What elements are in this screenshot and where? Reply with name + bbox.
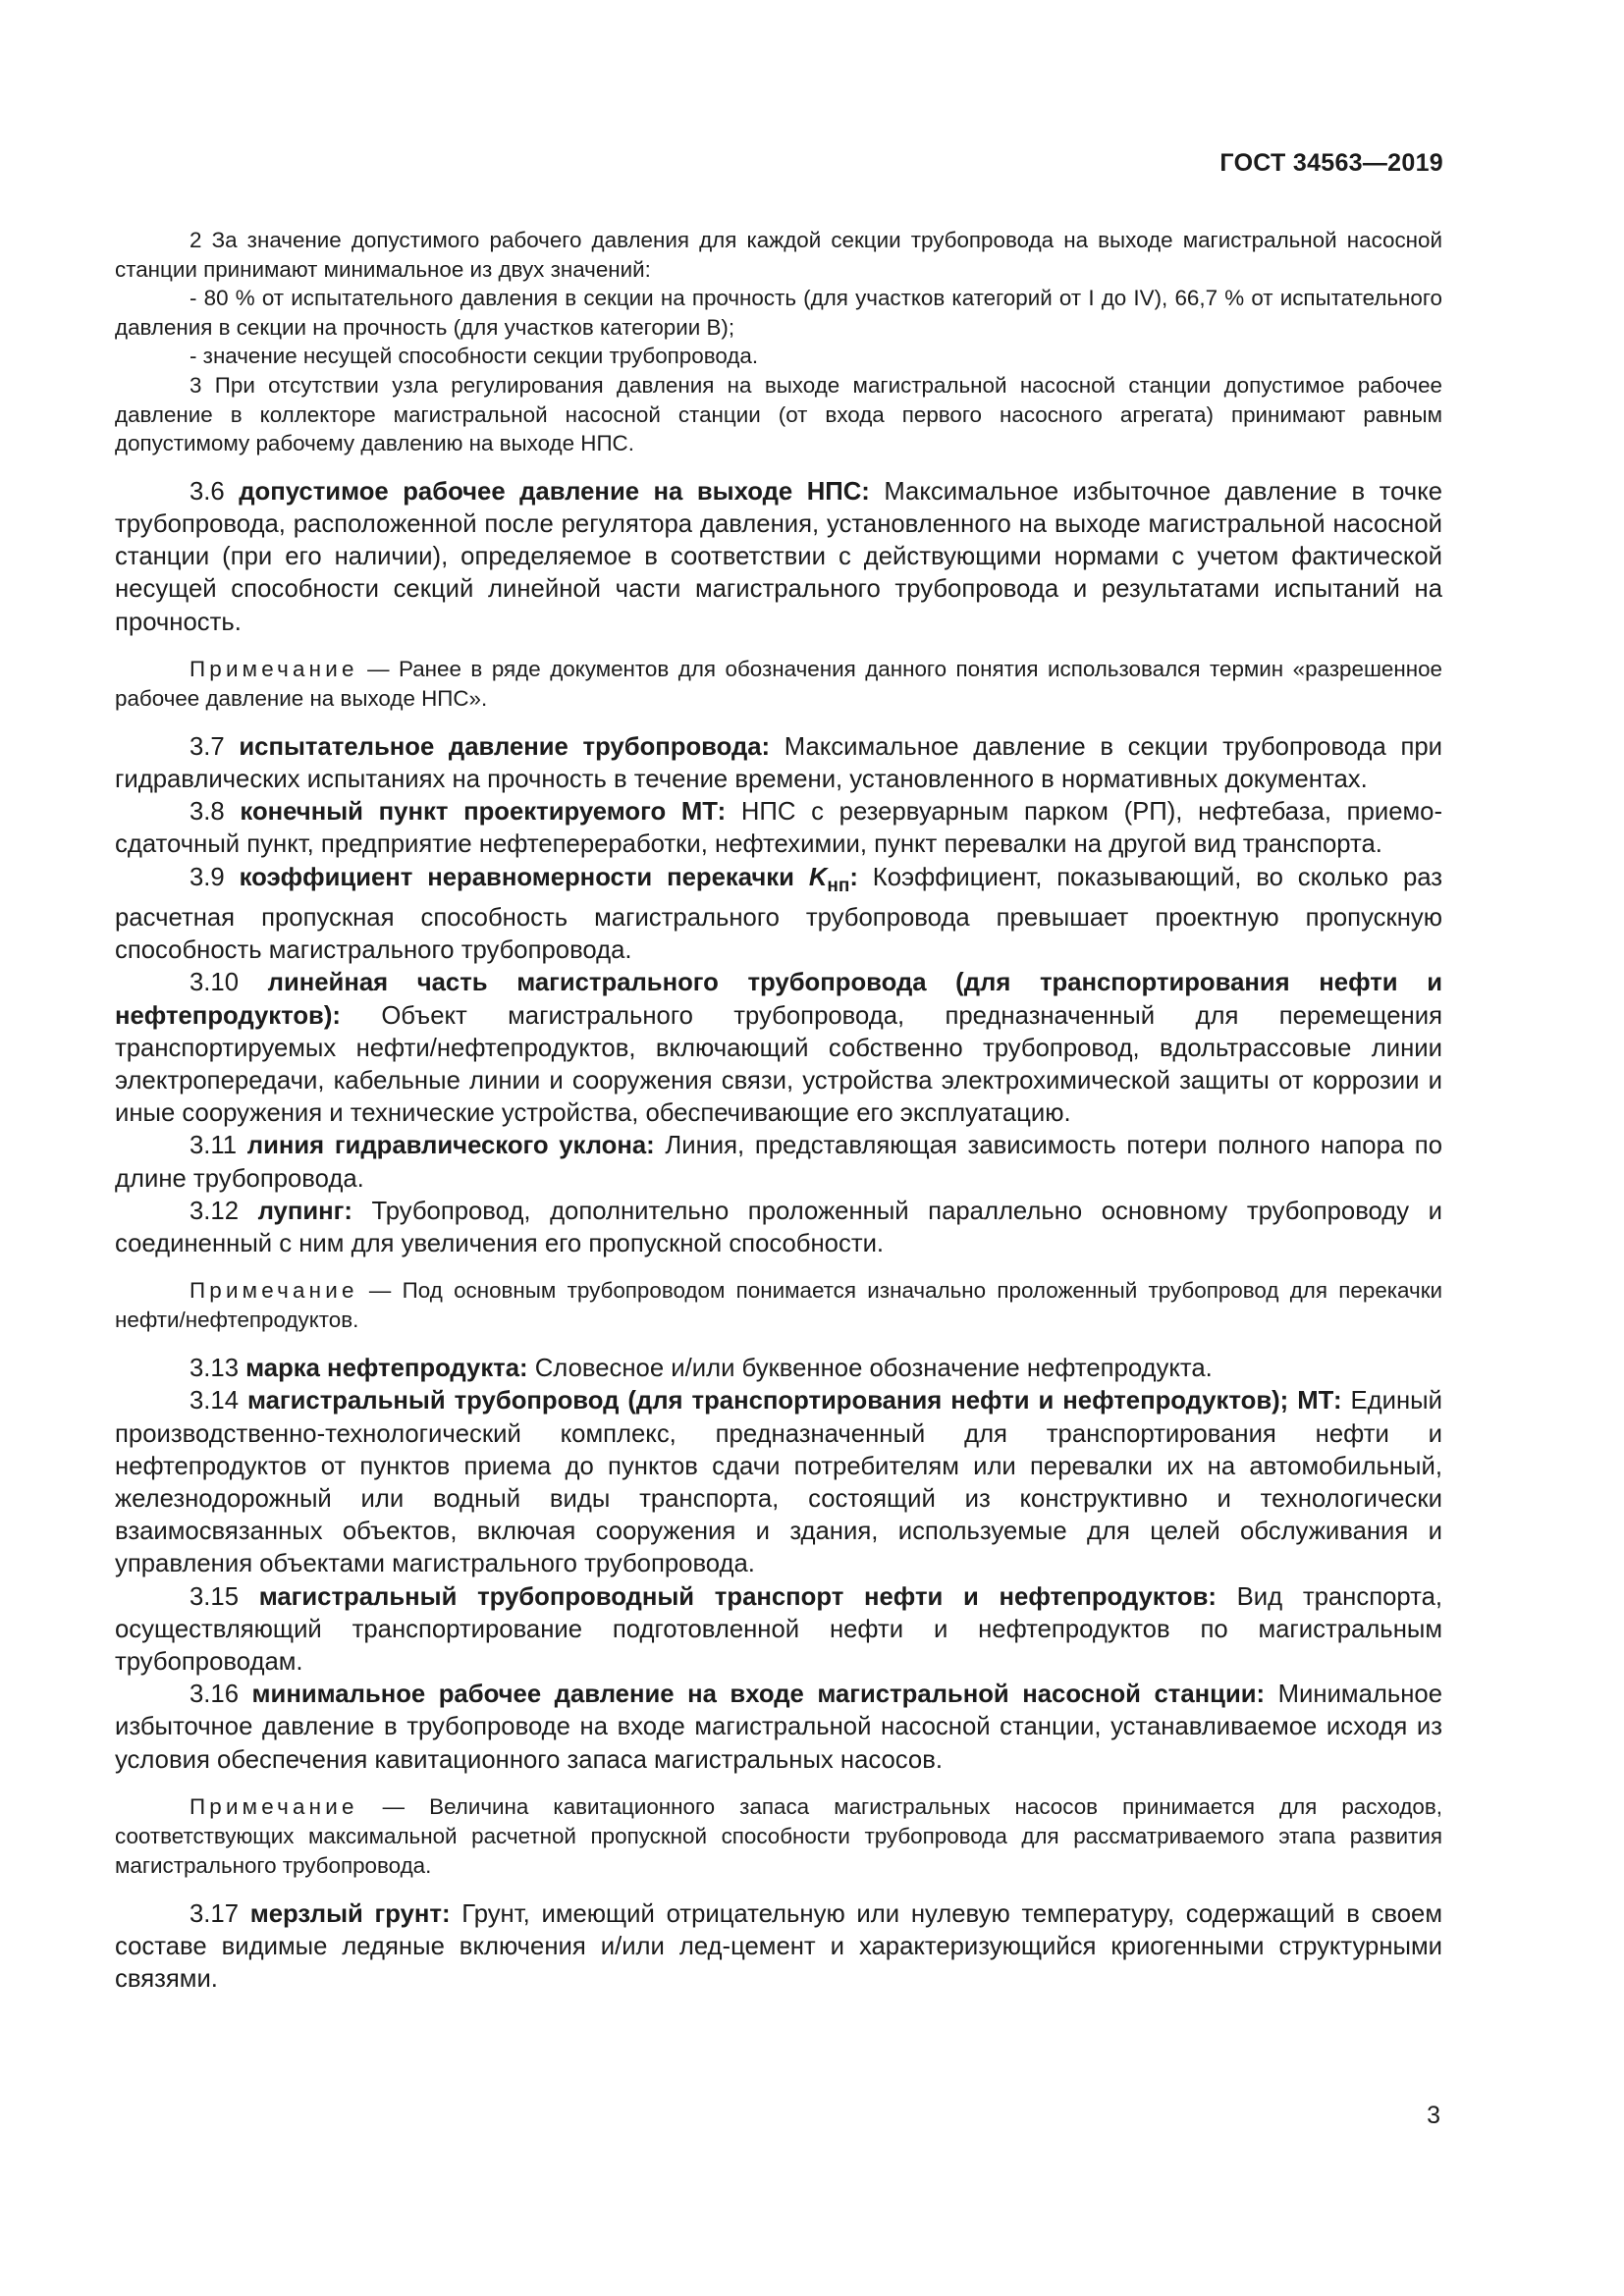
term-definition: Грунт, имеющий отрицательную или нулевую температуру, содержащий в своем составе видимые ледяные включения и/или лед-цемент и характеризующийся криогенными структурными связями.	[115, 1899, 1443, 1994]
term-3-15	[115, 1581, 1442, 1680]
term-number: 3.14	[189, 1387, 239, 1415]
term-3-13	[115, 1353, 1442, 1385]
term-3-6	[115, 476, 1442, 639]
term-title: лупинг:	[257, 1197, 352, 1225]
note-label: Примечание	[189, 1278, 358, 1304]
page-content	[115, 226, 1442, 1996]
term-title: минимальное рабочее давление на входе магистральной насосной станции:	[251, 1681, 1266, 1709]
term-definition: Единый производственно-технологический комплекс, предназначенный для транспортирования нефти и нефтепродуктов от пунктов приема до пунктов сдачи потребителям или перевалки их на автомобильный, железнодорожный или водный виды транспорта, состоящий из конструктивно и технологически взаимосвязанных объектов, включая сооружения и здания, используемые для целей обслуживания и управления объектами магистрального трубопровода.	[115, 1387, 1442, 1578]
term-number: 3.10	[189, 969, 239, 997]
term-definition: Словесное и/или буквенное обозначение нефтепродукта.	[527, 1355, 1213, 1383]
term-number: 3.8	[189, 798, 225, 827]
term-title: испытательное давление трубопровода:	[239, 732, 771, 761]
term-symbol: K	[808, 863, 828, 891]
term-definition: Линия, представляющая зависимость потери полного напора по длине трубопровода.	[115, 1132, 1443, 1193]
term-number: 3.7	[189, 732, 225, 761]
note-text: — Под основным трубопроводом понимается изначально проложенный трубопровод для перекачки нефти/нефтепродуктов.	[115, 1278, 1442, 1333]
note-label: Примечание	[189, 656, 358, 681]
note-text: — Ранее в ряде документов для обозначения данного понятия использовался термин «разрешенное рабочее давление на выходе НПС».	[115, 656, 1442, 711]
term-number: 3.17	[189, 1899, 239, 1928]
term-3-14	[115, 1385, 1442, 1580]
term-number: 3.12	[189, 1197, 239, 1225]
term-3-10	[115, 967, 1442, 1130]
term-title: магистральный трубопровод (для транспортирования нефти и нефтепродуктов); МТ:	[246, 1387, 1342, 1415]
term-definition: Максимальное избыточное давление в точке трубопровода, расположенной после регулятора давления, установленного на выходе магистральной насосной станции (при его наличии), определяемое в соответствии с действующими нормами с учетом фактической несущей способности секций линейной части магистрального трубопровода и результатами испытаний на прочность.	[115, 477, 1443, 636]
note-item-2: 2 За значение допустимого рабочего давления для каждой секции трубопровода на выходе магистральной насосной станции принимают минимальное из двух значений:	[115, 228, 1442, 282]
term-title: марка нефтепродукта:	[245, 1355, 528, 1383]
term-3-9: 3.9 коэффициент неравномерности перекачки $K_{нп}$: Коэффициент, показывающий, во сколько раз расчетная пропускная способность магистрального трубопровода превышает проектную пропускную способность магистрального трубопровода.	[115, 863, 1442, 965]
note-item-3: 3 При отсутствии узла регулирования давления на выходе магистральной насосной станции допустимое рабочее давление в коллекторе магистральной насосной станции (от входа первого насосного агрегата) принимают равным допустимому рабочему давлению на выходе НПС.	[115, 372, 1442, 456]
note-3-16	[115, 1792, 1442, 1881]
term-3-11	[115, 1130, 1442, 1195]
term-title: конечный пункт проектируемого МТ:	[240, 798, 727, 827]
page-number: 3	[1427, 2102, 1440, 2129]
note-3-12	[115, 1276, 1442, 1335]
term-3-16	[115, 1679, 1442, 1777]
term-title: линия гидравлического уклона:	[246, 1132, 655, 1160]
term-number: 3.9	[189, 863, 225, 891]
term-symbol-subscript: нп	[827, 875, 850, 896]
term-number: 3.15	[189, 1582, 239, 1611]
term-number: 3.16	[189, 1681, 239, 1709]
term-number: 3.11	[189, 1132, 238, 1160]
term-definition: НПС с резервуарным парком (РП), нефтебаза, приемо-сдаточный пункт, предприятие нефтепереработки, нефтехимии, пункт перевалки на другой вид транспорта.	[115, 798, 1443, 859]
note-item-dash-1: - 80 % от испытательного давления в секции на прочность (для участков категорий от I до IV), 66,7 % от испытательного давления в секции на прочность (для участков категории В);	[115, 286, 1442, 340]
note-3-6	[115, 655, 1442, 714]
term-definition: Коэффициент, показывающий, во сколько раз расчетная пропускная способность магистрального трубопровода превышает проектную пропускную способность магистрального трубопровода.	[115, 863, 1442, 965]
document-number: ГОСТ 34563—2019	[1219, 149, 1443, 177]
note-text: — Величина кавитационного запаса магистральных насосов принимается для расходов, соответствующих максимальной расчетной пропускной способности трубопровода для рассматриваемого этапа развития магистрального трубопровода.	[115, 1793, 1442, 1878]
term-3-12	[115, 1196, 1442, 1260]
term-number: 3.13	[189, 1355, 239, 1383]
term-definition: Объект магистрального трубопровода, предназначенный для перемещения транспортируемых нефти/нефтепродуктов, включающий собственно трубопровод, вдольтрассовые линии электропередачи, кабельные линии и сооружения связи, устройства электрохимической защиты от коррозии и иные сооружения и технические устройства, обеспечивающие его эксплуатацию.	[115, 1001, 1442, 1128]
term-definition: Вид транспорта, осуществляющий транспортирование подготовленной нефти и нефтепродуктов по магистральным трубопроводам.	[115, 1582, 1443, 1676]
term-number: 3.6	[189, 477, 225, 506]
note-label: Примечание	[189, 1793, 358, 1819]
term-definition: Максимальное давление в секции трубопровода при гидравлических испытаниях на прочность в течение времени, установленного в нормативных документах.	[115, 732, 1443, 793]
term-3-17	[115, 1898, 1442, 1997]
term-title: линейная часть магистрального трубопровода (для транспортирования нефти и нефтепродуктов):	[115, 969, 1442, 1030]
term-3-8	[115, 796, 1442, 861]
term-3-7	[115, 731, 1442, 796]
term-title: магистральный трубопроводный транспорт нефти и нефтепродуктов:	[258, 1582, 1217, 1611]
term-title: коэффициент неравномерности перекачки	[239, 863, 794, 891]
term-definition: Минимальное избыточное давление в трубопроводе на входе магистральной насосной станции, устанавливаемое исходя из условия обеспечения кавитационного запаса магистральных насосов.	[115, 1681, 1442, 1774]
term-title: мерзлый грунт:	[249, 1899, 451, 1928]
term-definition: Трубопровод, дополнительно проложенный параллельно основному трубопроводу и соединенный с ним для увеличения его пропускной способности.	[115, 1197, 1442, 1257]
note-item-dash-2: - значение несущей способности секции трубопровода.	[189, 344, 759, 369]
term-title: допустимое рабочее давление на выходе НПС:	[239, 477, 870, 506]
